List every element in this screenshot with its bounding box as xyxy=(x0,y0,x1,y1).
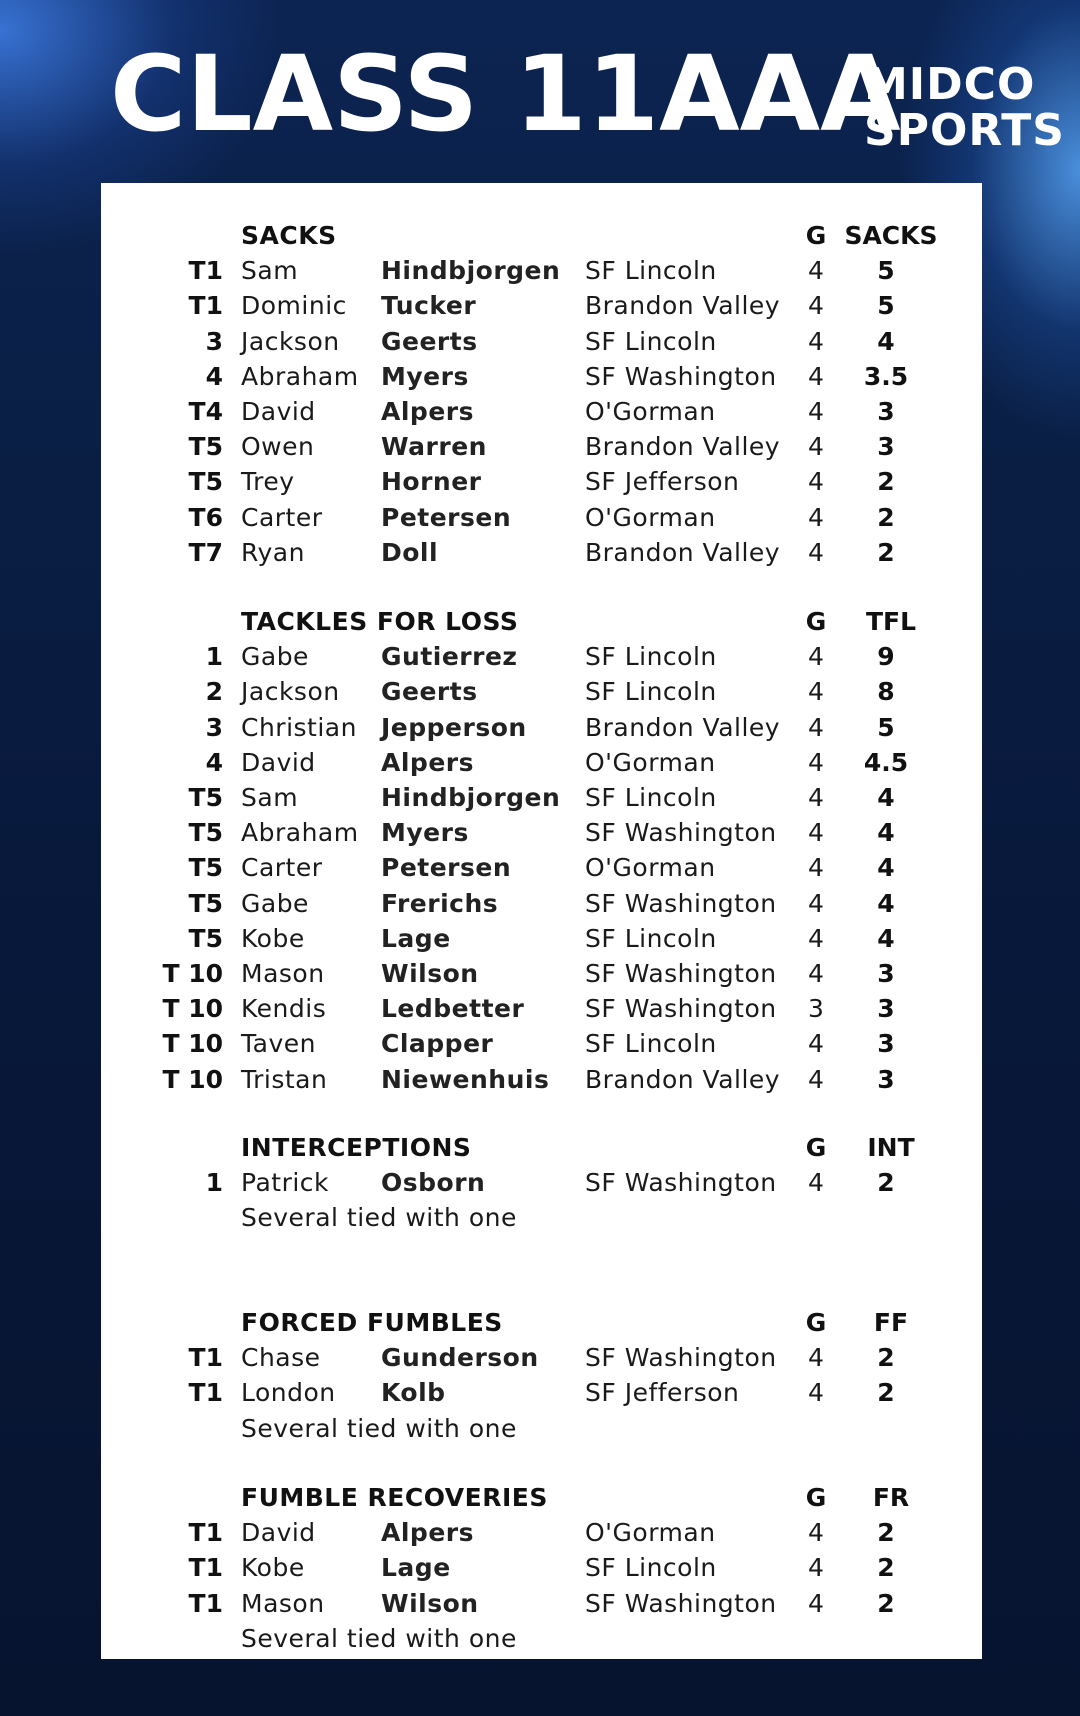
table-row xyxy=(101,994,982,1029)
last-name: Doll xyxy=(381,537,439,567)
first-name: Abraham xyxy=(241,818,359,848)
last-name: Wilson xyxy=(381,959,479,988)
games: 4 xyxy=(808,888,824,918)
first-name: Tristan xyxy=(241,1064,328,1094)
tie-note: Several tied with one xyxy=(241,1623,517,1653)
table-row xyxy=(101,467,982,502)
last-name: Frerichs xyxy=(381,888,499,918)
stat-value: 2 xyxy=(877,502,895,532)
school: Brandon Valley xyxy=(585,537,781,567)
last-name: Gunderson xyxy=(381,1343,539,1373)
first-name: Gabe xyxy=(241,642,309,672)
last-name: Jepperson xyxy=(381,712,527,742)
brand-line-1: MIDCO xyxy=(864,59,1036,110)
games: 4 xyxy=(808,397,824,426)
table-row xyxy=(101,362,982,397)
table-row xyxy=(101,1168,982,1203)
stat-value: 8 xyxy=(877,677,895,707)
games-header: G xyxy=(805,1133,827,1162)
games: 4 xyxy=(808,1064,824,1094)
school: SF Washington xyxy=(585,1343,777,1373)
rank: 3 xyxy=(205,326,223,356)
table-row xyxy=(101,538,982,573)
school: SF Lincoln xyxy=(585,923,717,953)
first-name: Christian xyxy=(241,712,357,742)
first-name: Sam xyxy=(241,783,299,812)
games: 4 xyxy=(808,923,824,953)
games-header: G xyxy=(805,607,827,636)
games: 4 xyxy=(808,712,824,742)
school: SF Jefferson xyxy=(585,467,740,497)
last-name: Clapper xyxy=(381,1029,494,1059)
last-name: Lage xyxy=(381,923,451,953)
rank: T1 xyxy=(188,1378,223,1408)
stat-value: 2 xyxy=(877,1588,895,1618)
brand-line-2: SPORTS xyxy=(864,105,1065,156)
stat-value: 5 xyxy=(877,256,895,286)
last-name: Horner xyxy=(381,467,482,497)
rank: T 10 xyxy=(162,959,223,988)
games: 4 xyxy=(808,1168,824,1198)
games: 4 xyxy=(808,747,824,777)
last-name: Lage xyxy=(381,1553,451,1583)
school: Brandon Valley xyxy=(585,712,781,742)
games: 4 xyxy=(808,783,824,812)
stat-value: 3 xyxy=(877,432,895,462)
table-row xyxy=(101,1378,982,1413)
table-row xyxy=(101,889,982,924)
last-name: Alpers xyxy=(381,1518,474,1548)
table-row xyxy=(101,256,982,291)
rank: 3 xyxy=(205,712,223,742)
first-name: David xyxy=(241,397,316,426)
rank: 4 xyxy=(205,747,223,777)
table-row xyxy=(101,1553,982,1588)
table-row xyxy=(101,1065,982,1100)
stat-value: 3 xyxy=(877,959,895,988)
table-row xyxy=(101,924,982,959)
section-title: INTERCEPTIONS xyxy=(241,1133,472,1162)
stat-value: 3 xyxy=(877,397,895,426)
table-row xyxy=(101,1343,982,1378)
rank: 4 xyxy=(205,361,223,391)
last-name: Petersen xyxy=(381,502,512,532)
rank: 2 xyxy=(205,677,223,707)
first-name: David xyxy=(241,1518,316,1548)
school: SF Washington xyxy=(585,1588,777,1618)
school: SF Washington xyxy=(585,959,777,988)
rank: T 10 xyxy=(162,1064,223,1094)
section-title: SACKS xyxy=(241,221,337,250)
school: O'Gorman xyxy=(585,397,716,426)
rank: T4 xyxy=(188,397,223,426)
rank: T5 xyxy=(188,853,223,883)
stat-value: 3 xyxy=(877,1064,895,1094)
first-name: Gabe xyxy=(241,888,309,918)
stat-value: 3 xyxy=(877,1029,895,1059)
stat-value: 4 xyxy=(877,783,895,812)
tie-note: Several tied with one xyxy=(241,1203,517,1233)
stat-header: FR xyxy=(872,1483,910,1512)
games: 4 xyxy=(808,537,824,567)
school: SF Jefferson xyxy=(585,1378,740,1408)
page-title: CLASS 11AAA xyxy=(110,33,901,155)
games: 4 xyxy=(808,432,824,462)
last-name: Geerts xyxy=(381,677,478,707)
school: SF Washington xyxy=(585,1168,777,1198)
last-name: Hindbjorgen xyxy=(381,783,561,812)
school: SF Lincoln xyxy=(585,326,717,356)
first-name: Jackson xyxy=(241,677,340,707)
tie-note: Several tied with one xyxy=(241,1413,517,1443)
stat-value: 2 xyxy=(877,1343,895,1373)
last-name: Petersen xyxy=(381,853,512,883)
rank: T5 xyxy=(188,432,223,462)
last-name: Kolb xyxy=(381,1378,446,1408)
rank: T6 xyxy=(188,502,223,532)
games: 4 xyxy=(808,959,824,988)
table-row xyxy=(101,818,982,853)
stats-card xyxy=(101,183,982,1659)
stat-header: INT xyxy=(867,1133,915,1162)
table-row xyxy=(101,783,982,818)
first-name: Patrick xyxy=(241,1168,330,1198)
first-name: Trey xyxy=(241,467,295,497)
last-name: Hindbjorgen xyxy=(381,256,561,286)
first-name: London xyxy=(241,1378,336,1408)
games: 4 xyxy=(808,467,824,497)
rank: T5 xyxy=(188,923,223,953)
stat-value: 4 xyxy=(877,853,895,883)
last-name: Alpers xyxy=(381,397,474,426)
table-row xyxy=(101,1029,982,1064)
stat-value: 2 xyxy=(877,467,895,497)
games: 3 xyxy=(808,994,824,1024)
last-name: Ledbetter xyxy=(381,994,525,1024)
first-name: Kobe xyxy=(241,1553,305,1583)
games: 4 xyxy=(808,502,824,532)
stat-value: 4.5 xyxy=(863,747,909,777)
school: SF Lincoln xyxy=(585,1553,717,1583)
school: SF Lincoln xyxy=(585,642,717,672)
first-name: Jackson xyxy=(241,326,340,356)
stat-value: 4 xyxy=(877,326,895,356)
table-row xyxy=(101,677,982,712)
games: 4 xyxy=(808,1343,824,1373)
school: O'Gorman xyxy=(585,1518,716,1548)
rank: T5 xyxy=(188,888,223,918)
section-title: FORCED FUMBLES xyxy=(241,1308,503,1337)
games: 4 xyxy=(808,326,824,356)
first-name: Owen xyxy=(241,432,315,462)
stat-value: 5 xyxy=(877,291,895,321)
table-row xyxy=(101,748,982,783)
school: SF Washington xyxy=(585,818,777,848)
games: 4 xyxy=(808,1588,824,1618)
table-row xyxy=(101,432,982,467)
table-row xyxy=(101,291,982,326)
games: 4 xyxy=(808,361,824,391)
games: 4 xyxy=(808,1378,824,1408)
table-row xyxy=(101,397,982,432)
games: 4 xyxy=(808,818,824,848)
school: SF Washington xyxy=(585,361,777,391)
rank: T1 xyxy=(188,1588,223,1618)
table-row xyxy=(101,713,982,748)
stat-value: 4 xyxy=(877,818,895,848)
brand-logo xyxy=(864,59,1065,156)
rank: T5 xyxy=(188,467,223,497)
school: SF Lincoln xyxy=(585,677,717,707)
rank: T1 xyxy=(188,256,223,286)
stat-value: 2 xyxy=(877,1553,895,1583)
games: 4 xyxy=(808,256,824,286)
last-name: Niewenhuis xyxy=(381,1064,550,1094)
section-title: TACKLES FOR LOSS xyxy=(241,607,519,636)
stat-value: 2 xyxy=(877,1168,895,1198)
rank: 1 xyxy=(205,1168,223,1198)
games: 4 xyxy=(808,1553,824,1583)
stat-header: TFL xyxy=(865,607,917,636)
last-name: Tucker xyxy=(381,291,477,321)
stat-value: 2 xyxy=(877,1378,895,1408)
rank: T5 xyxy=(188,818,223,848)
rank: T 10 xyxy=(162,994,223,1024)
last-name: Myers xyxy=(381,361,469,391)
rank: T 10 xyxy=(162,1029,223,1059)
games-header: G xyxy=(805,1483,827,1512)
last-name: Myers xyxy=(381,818,469,848)
rank: T1 xyxy=(188,1343,223,1373)
table-row xyxy=(101,853,982,888)
games: 4 xyxy=(808,1518,824,1548)
school: SF Washington xyxy=(585,888,777,918)
stat-value: 2 xyxy=(877,537,895,567)
first-name: Kobe xyxy=(241,923,305,953)
first-name: Carter xyxy=(241,502,323,532)
table-row xyxy=(101,642,982,677)
last-name: Geerts xyxy=(381,326,478,356)
games-header: G xyxy=(805,221,827,250)
first-name: Sam xyxy=(241,256,299,286)
games: 4 xyxy=(808,1029,824,1059)
stat-value: 3.5 xyxy=(863,361,909,391)
table-row xyxy=(101,503,982,538)
school: O'Gorman xyxy=(585,747,716,777)
table-row xyxy=(101,959,982,994)
stat-value: 9 xyxy=(877,642,895,672)
school: O'Gorman xyxy=(585,502,716,532)
games: 4 xyxy=(808,291,824,321)
first-name: Ryan xyxy=(241,537,305,567)
stat-value: 3 xyxy=(877,994,895,1024)
last-name: Alpers xyxy=(381,747,474,777)
stat-value: 4 xyxy=(877,888,895,918)
rank: T1 xyxy=(188,291,223,321)
first-name: David xyxy=(241,747,316,777)
games: 4 xyxy=(808,853,824,883)
games-header: G xyxy=(805,1308,827,1337)
last-name: Wilson xyxy=(381,1588,479,1618)
rank: T1 xyxy=(188,1553,223,1583)
table-row xyxy=(101,1589,982,1624)
school: O'Gorman xyxy=(585,853,716,883)
first-name: Chase xyxy=(241,1343,321,1373)
rank: T7 xyxy=(188,537,223,567)
games: 4 xyxy=(808,677,824,707)
table-row xyxy=(101,327,982,362)
first-name: Taven xyxy=(241,1029,316,1059)
school: SF Lincoln xyxy=(585,256,717,286)
stat-header: FF xyxy=(873,1308,909,1337)
rank: T5 xyxy=(188,783,223,812)
school: SF Lincoln xyxy=(585,1029,717,1059)
first-name: Kendis xyxy=(241,994,327,1024)
stat-header: SACKS xyxy=(844,221,938,250)
first-name: Carter xyxy=(241,853,323,883)
first-name: Mason xyxy=(241,959,325,988)
stat-value: 4 xyxy=(877,923,895,953)
school: Brandon Valley xyxy=(585,291,781,321)
school: SF Washington xyxy=(585,994,777,1024)
school: Brandon Valley xyxy=(585,1064,781,1094)
first-name: Dominic xyxy=(241,291,347,321)
school: Brandon Valley xyxy=(585,432,781,462)
stat-value: 2 xyxy=(877,1518,895,1548)
section-title: FUMBLE RECOVERIES xyxy=(241,1483,548,1512)
rank: 1 xyxy=(205,642,223,672)
first-name: Abraham xyxy=(241,361,359,391)
first-name: Mason xyxy=(241,1588,325,1618)
school: SF Lincoln xyxy=(585,783,717,812)
last-name: Gutierrez xyxy=(381,642,518,672)
games: 4 xyxy=(808,642,824,672)
last-name: Warren xyxy=(381,432,487,462)
table-row xyxy=(101,1518,982,1553)
rank: T1 xyxy=(188,1518,223,1548)
stat-value: 5 xyxy=(877,712,895,742)
last-name: Osborn xyxy=(381,1168,486,1198)
